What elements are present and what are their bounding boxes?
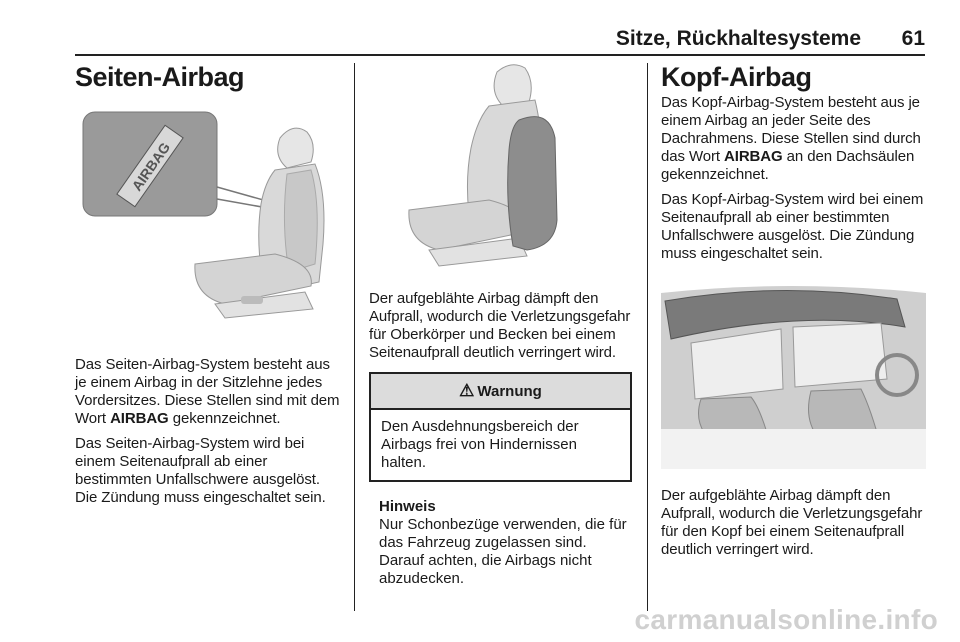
kopfairbag-description: Das Kopf-Airbag-System besteht aus je einem Airbag an jeder Seite des Dachrahmens. Diese Stellen sind durch das Wort AIRBAG an den Dachsäulen gekennzeichnet. — [661, 94, 921, 183]
seitenairbag-description: Das Seiten-Airbag-System besteht aus je einem Airbag in der Sitzlehne jedes Vordersitzes. Diese Stellen sind mit dem Wort AIRBAG gekennzeichnet. — [75, 356, 340, 427]
car-interior-illustration — [661, 279, 926, 469]
warning-header — [371, 374, 630, 410]
column-airbag-info — [369, 60, 634, 588]
section-heading-kopf-airbag: Kopf-Airbag — [661, 62, 812, 92]
page-number: 61 — [901, 27, 925, 50]
hint-text: Nur Schonbezüge verwenden, die für das Fahrzeug zugelassen sind. Darauf achten, die Airbags nicht abzudecken. — [379, 516, 627, 587]
warning-title: Warnung — [477, 382, 542, 400]
curtain-airbag-effect: Der aufgeblähte Airbag dämpft den Aufprall, wodurch die Verletzungsgefahr für den Kopf bei einem Seitenaufprall deutlich verringert wird. — [661, 487, 923, 558]
column-divider — [354, 63, 355, 611]
kopfairbag-activation: Das Kopf-Airbag-System wird bei einem Seitenaufprall ab einer bestimmten Unfallschwere ausgelöst. Die Zündung muss eingeschaltet sein. — [661, 191, 924, 262]
airbag-label-in-figure: AIRBAG — [128, 139, 174, 194]
column-seiten-airbag — [75, 60, 340, 514]
section-heading-seiten-airbag: Seiten-Airbag — [75, 62, 245, 92]
warning-text: Den Ausdehnungsbereich der Airbags frei von Hindernissen halten. — [381, 418, 579, 471]
page-header — [75, 26, 925, 56]
warning-box — [369, 372, 632, 482]
seat-illustration — [75, 104, 340, 322]
inflated-side-airbag-illustration — [369, 60, 634, 278]
column-kopf-airbag — [661, 60, 926, 566]
seitenairbag-activation: Das Seiten-Airbag-System wird bei einem Seitenaufprall ab einer bestimmten Unfallschwere ausgelöst. Die Zündung muss eingeschaltet sein. — [75, 435, 326, 506]
header-title: Sitze, Rückhaltesysteme — [615, 27, 861, 50]
seat-inflated-airbag-figure — [369, 60, 634, 278]
watermark: carmanualsonline.info — [634, 604, 938, 635]
hint-title: Hinweis — [379, 498, 436, 515]
curtain-airbag-figure — [661, 279, 926, 469]
side-airbag-effect: Der aufgeblähte Airbag dämpft den Aufprall, wodurch die Verletzungsgefahr für Oberkörper und Becken bei einem Seitenaufprall deutlich verringert wird. — [369, 290, 631, 361]
column-divider — [647, 63, 648, 611]
warning-triangle-icon: ⚠ — [459, 381, 475, 400]
seat-airbag-figure — [75, 104, 340, 322]
